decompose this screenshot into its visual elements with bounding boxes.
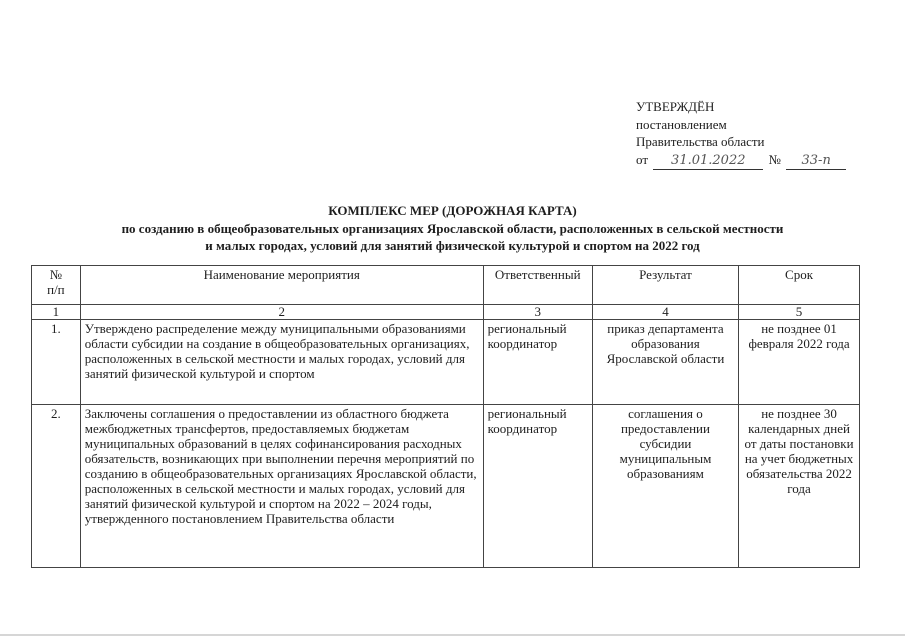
column-number: 1 xyxy=(32,305,81,320)
document-title: КОМПЛЕКС МЕР (ДОРОЖНАЯ КАРТА) xyxy=(328,203,577,218)
row-term: не позднее 01 февраля 2022 года xyxy=(739,320,860,405)
table-row xyxy=(32,405,860,568)
approval-stamp xyxy=(636,98,848,170)
approval-line-2: постановлением xyxy=(636,116,727,132)
row-name: Утверждено распределение между муниципальными образованиями области субсидии на создание в общеобразовательных организациях, расположенных в сельской местности и малых городах, условий для занятий физической культурой и спортом xyxy=(80,320,483,405)
approval-line-3: Правительства области xyxy=(636,134,765,149)
header-result: Результат xyxy=(592,266,738,305)
number-prefix: № xyxy=(768,151,781,167)
row-name: Заключены соглашения о предоставлении из областного бюджета межбюджетных трансфертов, предоставляемых бюджетам муниципальных образований в целях софинансирования расходных обязательств, возникающих при выполнении перечня мероприятий по созданию в общеобразовательных организациях Ярославской области, расположенных в сельской местности и малых городах, условий для занятий физической культурой и спортом на 2022 – 2024 годы, утвержденного постановлением Правительства области xyxy=(80,405,483,568)
date-prefix: от xyxy=(636,151,649,167)
column-numbers-row xyxy=(32,305,860,320)
roadmap-table xyxy=(31,265,860,568)
scan-edge xyxy=(0,634,905,636)
column-number: 2 xyxy=(80,305,483,320)
header-term: Срок xyxy=(739,266,860,305)
row-result: соглашения о предоставлении субсидии муниципальным образованиям xyxy=(592,405,738,568)
header-number: № п/п xyxy=(32,266,81,305)
row-responsible: региональный координатор xyxy=(483,320,592,405)
row-number: 1. xyxy=(32,320,81,405)
row-number: 2. xyxy=(32,405,81,568)
row-responsible: региональный координатор xyxy=(483,405,592,568)
handwritten-number: 33-п xyxy=(786,152,846,171)
column-number: 3 xyxy=(483,305,592,320)
document-subtitle-line-1: по созданию в общеобразовательных организациях Ярославской области, расположенных в сельской местности xyxy=(121,221,784,236)
table-row xyxy=(32,320,860,405)
column-number: 5 xyxy=(739,305,860,320)
handwritten-date: 31.01.2022 xyxy=(653,152,763,171)
row-term: не позднее 30 календарных дней от даты постановки на учет бюджетных обязательства 2022 года xyxy=(739,405,860,568)
header-responsible: Ответственный xyxy=(483,266,592,305)
approval-line-1: УТВЕРЖДЁН xyxy=(636,99,715,114)
table-header-row xyxy=(32,266,860,305)
row-result: приказ департамента образования Ярославской области xyxy=(592,320,738,405)
approval-date-line xyxy=(636,151,848,171)
column-number: 4 xyxy=(592,305,738,320)
document-subtitle-line-2: и малых городах, условий для занятий физической культурой и спортом на 2022 год xyxy=(205,238,700,253)
header-name: Наименование мероприятия xyxy=(80,266,483,305)
